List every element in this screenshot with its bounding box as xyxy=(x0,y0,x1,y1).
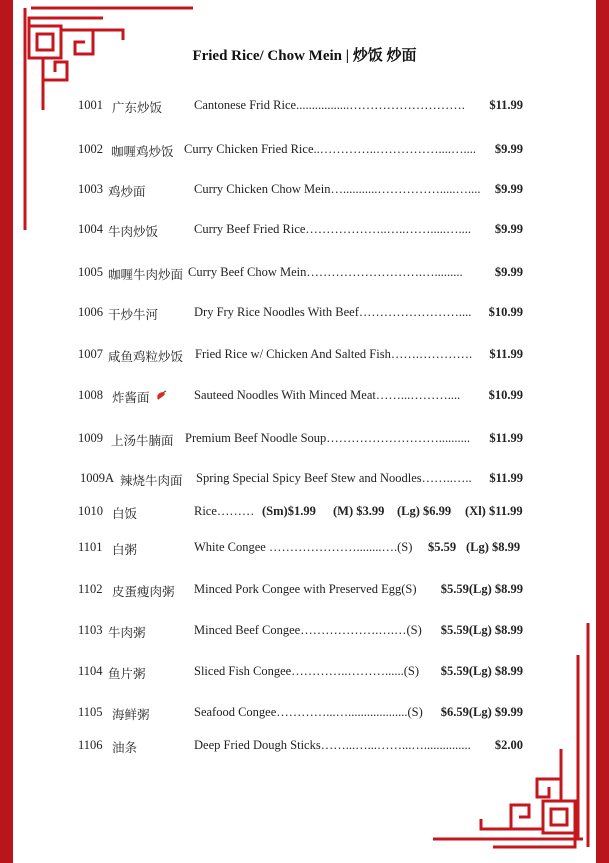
item-chinese-name: 炸酱面 xyxy=(112,391,150,405)
item-number: 1005 xyxy=(78,265,103,279)
item-price: $9.99 xyxy=(494,265,523,279)
item-english-name: Cantonese Frid Rice.................………………………. xyxy=(194,98,465,112)
item-english-name: Seafood Congee…………...…...................(S) xyxy=(194,705,423,719)
item-price: $11.99 xyxy=(489,98,523,112)
item-price: $5.59(Lg) $8.99 xyxy=(440,664,523,678)
item-chinese-name: 咸鱼鸡粒炒饭 xyxy=(108,350,184,364)
menu-item-row xyxy=(0,142,609,160)
item-english-name: Premium Beef Noodle Soup……………………….......... xyxy=(185,431,471,445)
item-chinese-name: 皮蛋瘦肉粥 xyxy=(112,585,175,599)
menu-item-row xyxy=(0,388,609,406)
menu-item-row xyxy=(0,738,609,756)
item-number: 1007 xyxy=(78,347,103,361)
item-price: $9.99 xyxy=(494,142,523,156)
spicy-chili-icon xyxy=(155,390,167,406)
item-english-name: Deep Fried Dough Sticks……...…...……...…............... xyxy=(194,738,471,752)
menu-item-row xyxy=(0,664,609,682)
item-number: 1101 xyxy=(78,540,103,554)
item-number: 1003 xyxy=(78,182,103,196)
item-size-price: (Lg) $6.99 xyxy=(397,504,452,518)
menu-item-row xyxy=(0,431,609,449)
item-number: 1001 xyxy=(78,98,103,112)
item-english-name: Curry Chicken Fried Rice..…………..……………....….... xyxy=(184,142,476,156)
item-english-name: Minced Beef Congee……………….….…(S) xyxy=(194,623,422,637)
item-number: 1006 xyxy=(78,305,103,319)
item-english-name: Sliced Fish Congee…………..………......(S) xyxy=(194,664,419,678)
item-number: 1009 xyxy=(78,431,103,445)
menu-item-row xyxy=(0,623,609,641)
item-price: $10.99 xyxy=(488,388,523,402)
item-price: $11.99 xyxy=(489,431,523,445)
menu-item-row xyxy=(0,182,609,200)
item-chinese-name: 咖喱鸡炒饭 xyxy=(111,145,174,159)
item-chinese-name: 白饭 xyxy=(112,507,138,521)
item-number: 1102 xyxy=(78,582,103,596)
menu-item-row xyxy=(0,705,609,723)
item-chinese-name: 鱼片粥 xyxy=(108,667,146,681)
menu-item-row xyxy=(0,504,609,522)
item-size-price: (Xl) $11.99 xyxy=(465,504,523,518)
item-price: $5.59(Lg) $8.99 xyxy=(440,582,523,596)
menu-item-row xyxy=(0,347,609,365)
item-price: $11.99 xyxy=(489,471,523,485)
top-left-lattice-ornament xyxy=(13,0,203,240)
item-number: 1103 xyxy=(78,623,103,637)
item-english-name: White Congee …………………........….(S) xyxy=(194,540,413,554)
item-chinese-name: 上汤牛腩面 xyxy=(111,434,174,448)
item-chinese-name: 海鲜粥 xyxy=(112,708,150,722)
item-chinese-name: 牛肉粥 xyxy=(108,626,146,640)
item-chinese-name: 咖喱牛肉炒面 xyxy=(108,268,184,282)
item-chinese-name: 油条 xyxy=(112,741,138,755)
item-price: $10.99 xyxy=(488,305,523,319)
item-number: 1010 xyxy=(78,504,103,518)
item-english-name: Minced Pork Congee with Preserved Egg(S) xyxy=(194,582,417,596)
item-number: 1105 xyxy=(78,705,103,719)
item-chinese-name: 牛肉炒饭 xyxy=(108,225,159,239)
item-number: 1008 xyxy=(78,388,103,402)
item-number: 1009A xyxy=(80,471,115,485)
item-english-name: Fried Rice w/ Chicken And Salted Fish…….…………. xyxy=(195,347,473,361)
item-english-name: Rice……… xyxy=(194,504,255,518)
item-chinese-name: 鸡炒面 xyxy=(108,185,146,199)
menu-item-row xyxy=(0,265,609,283)
menu-item-row xyxy=(0,471,609,489)
item-price: $5.59(Lg) $8.99 xyxy=(440,623,523,637)
item-price: $5.59 xyxy=(428,540,457,554)
item-chinese-name: 广东炒饭 xyxy=(112,101,163,115)
item-number: 1104 xyxy=(78,664,103,678)
item-number: 1106 xyxy=(78,738,103,752)
item-size-price: (Sm)$1.99 xyxy=(262,504,316,518)
item-price: $6.59(Lg) $9.99 xyxy=(440,705,523,719)
menu-item-row xyxy=(0,222,609,240)
menu-item-row xyxy=(0,540,609,558)
item-english-name: Curry Beef Fried Rice………………..…..…….....….... xyxy=(194,222,472,236)
item-english-name: Spring Special Spicy Beef Stew and Noodles……..….. xyxy=(196,471,472,485)
menu-section-title: Fried Rice/ Chow Mein | 炒饭 炒面 xyxy=(192,48,417,64)
item-price-large: (Lg) $8.99 xyxy=(466,540,521,554)
item-english-name: Curry Chicken Chow Mein…...........…………….....….... xyxy=(194,182,481,196)
item-number: 1002 xyxy=(78,142,103,156)
item-chinese-name: 辣烧牛肉面 xyxy=(120,474,183,488)
item-english-name: Curry Beef Chow Mein……………………….…......... xyxy=(188,265,463,279)
menu-item-row xyxy=(0,582,609,600)
item-chinese-name: 干炒牛河 xyxy=(108,308,159,322)
menu-item-row xyxy=(0,98,609,116)
item-price: $11.99 xyxy=(489,347,523,361)
item-chinese-name: 白粥 xyxy=(112,543,138,557)
menu-item-row xyxy=(0,305,609,323)
item-price: $9.99 xyxy=(494,222,523,236)
item-price: $2.00 xyxy=(494,738,523,752)
item-price: $9.99 xyxy=(494,182,523,196)
item-size-price: (M) $3.99 xyxy=(333,504,385,518)
item-number: 1004 xyxy=(78,222,103,236)
item-english-name: Sauteed Noodles With Minced Meat……...……….... xyxy=(194,388,461,402)
item-english-name: Dry Fry Rice Noodles With Beef…………………….... xyxy=(194,305,472,319)
